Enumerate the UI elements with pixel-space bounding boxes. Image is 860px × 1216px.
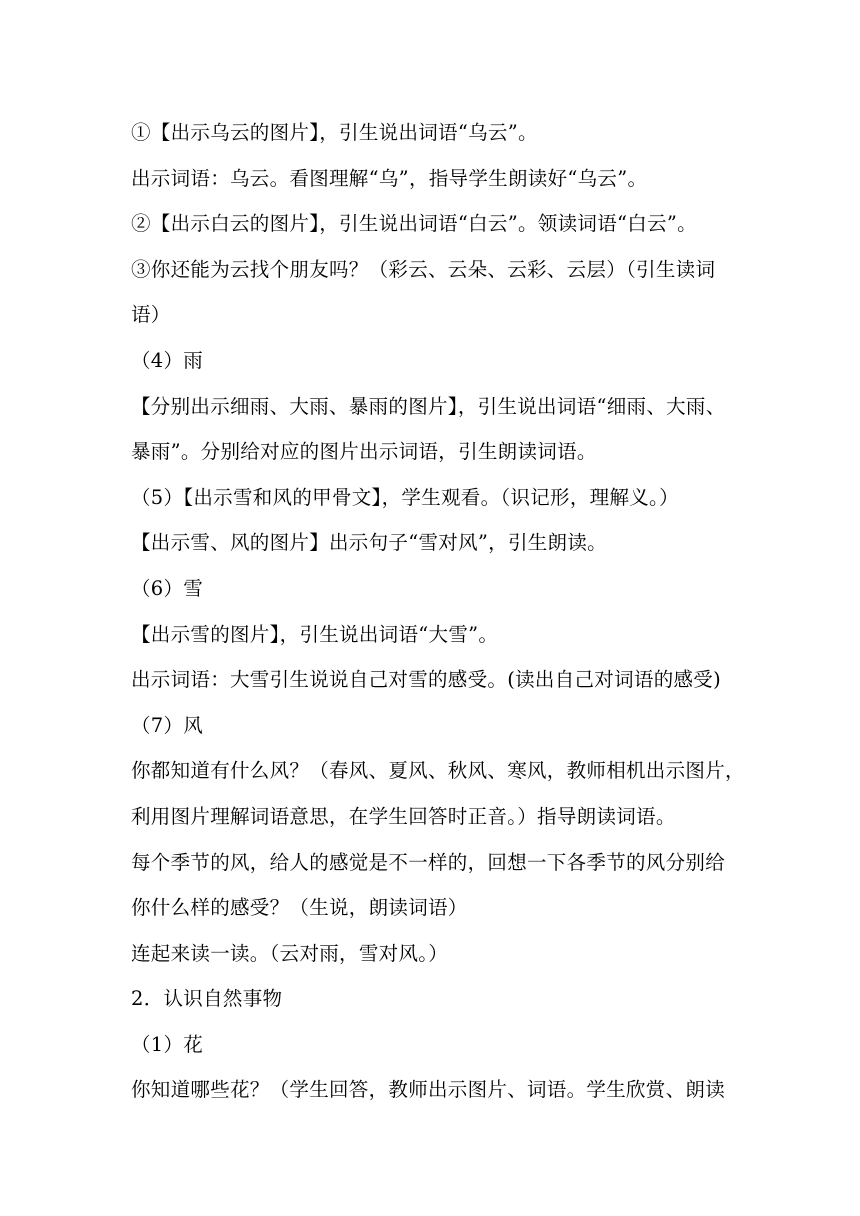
text-line: 你都知道有什么风？（春风、夏风、秋风、寒风，教师相机出示图片，	[131, 759, 745, 783]
section-heading: （1）花	[131, 1032, 204, 1056]
text-line: ②【出示白云的图片】，引生说出词语“白云”。领读词语“白云”。	[131, 212, 697, 236]
text-line: 利用图片理解词语意思，在学生回答时正音。）指导朗读词语。	[131, 804, 676, 828]
text-line: 【分别出示细雨、大雨、暴雨的图片】，引生说出词语“细雨、大雨、	[131, 394, 726, 418]
text-line: 出示词语：乌云。看图理解“乌”，指导学生朗读好“乌云”。	[131, 166, 648, 190]
text-line: 你知道哪些花？（学生回答，教师出示图片、词语。学生欣赏、朗读	[131, 1078, 726, 1102]
document-page	[131, 110, 745, 1113]
section-heading: 2．认识自然事物	[131, 987, 283, 1011]
text-line: 语）	[131, 303, 171, 327]
text-line: 【出示雪的图片】，引生说出词语“大雪”。	[131, 622, 499, 646]
section-heading: （7）风	[131, 713, 204, 737]
text-line: 暴雨”。分别给对应的图片出示词语，引生朗读词语。	[131, 440, 597, 464]
section-heading: （4）雨	[131, 348, 204, 372]
text-line: 连起来读一读。（云对雨，雪对风。）	[131, 941, 449, 965]
text-line: （5）【出示雪和风的甲骨文】，学生观看。（识记形，理解义。）	[131, 485, 679, 509]
text-line: 每个季节的风，给人的感觉是不一样的，回想一下各季节的风分别给	[131, 850, 726, 874]
text-line: 出示词语：大雪引生说说自己对雪的感受。(读出自己对词语的感受)	[131, 668, 722, 692]
text-line: ③你还能为云找个朋友吗？（彩云、云朵、云彩、云层）（引生读词	[131, 257, 716, 281]
section-heading: （6）雪	[131, 576, 204, 600]
text-line: ①【出示乌云的图片】，引生说出词语“乌云”。	[131, 121, 538, 144]
text-line: 你什么样的感受？（生说，朗读词语）	[131, 896, 468, 920]
text-line: 【出示雪、风的图片】出示句子“雪对风”，引生朗读。	[131, 531, 607, 555]
